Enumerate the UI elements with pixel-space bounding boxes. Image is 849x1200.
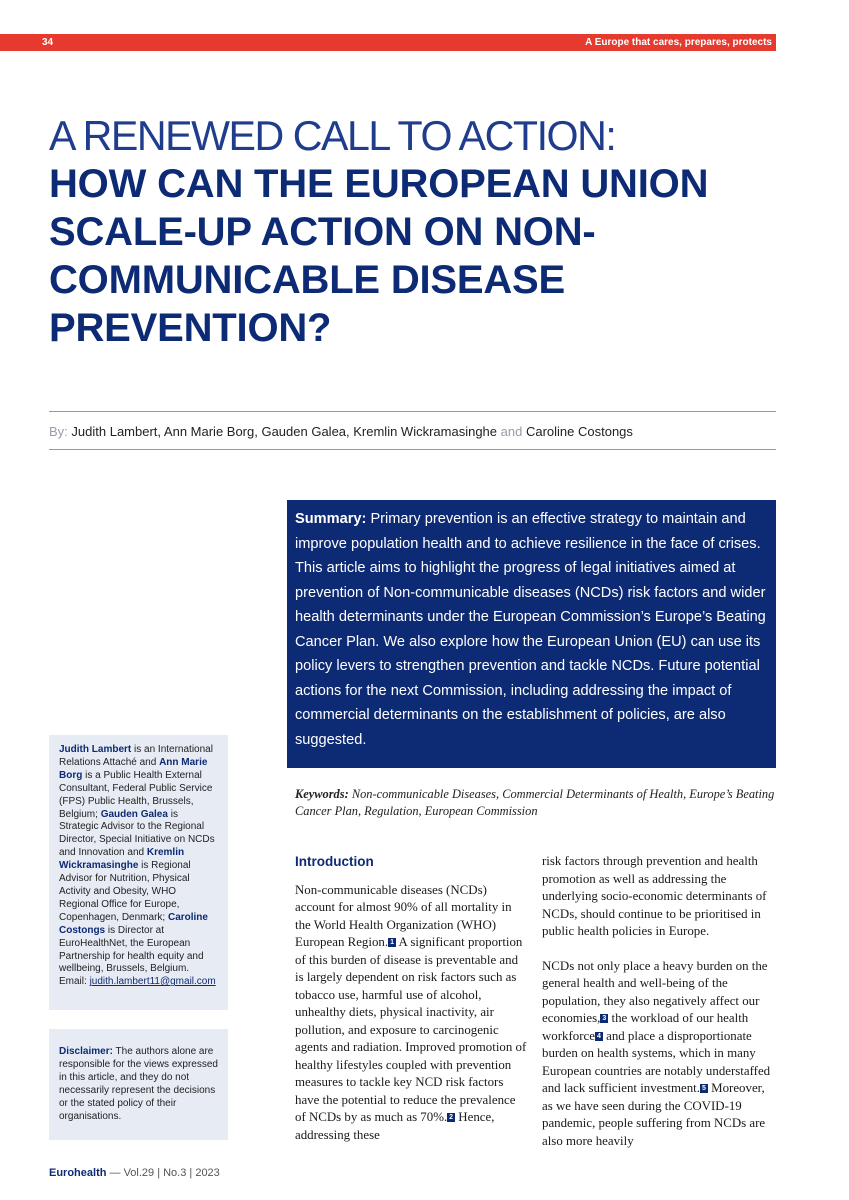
summary-box bbox=[287, 500, 776, 768]
paragraph bbox=[542, 958, 778, 1151]
bio-text: is Regional Advisor for Nutrition, Physical Activity and Obesity, WHO Regional Office for Europe, Copenhagen, Denmark; bbox=[59, 860, 191, 923]
text-run: NCDs not only place a heavy burden on the general health and well-being of the population, they also negatively affect our economies, bbox=[542, 958, 768, 1025]
section-heading: Introduction bbox=[295, 854, 374, 869]
rule-bottom bbox=[49, 449, 776, 450]
body-column-right bbox=[542, 853, 778, 1167]
section-title: A Europe that cares, prepares, protects bbox=[585, 37, 772, 48]
bio-name: Judith Lambert bbox=[59, 744, 132, 755]
text-run: Moreover, as we have seen during the COVID-19 pandemic, people suffering from NCDs are also more heavily bbox=[542, 1081, 766, 1148]
authors-first: Judith Lambert, Ann Marie Borg, Gauden Galea, Kremlin Wickramasinghe bbox=[71, 424, 498, 439]
disclaimer-label: Disclaimer: bbox=[59, 1046, 113, 1057]
authors-last: Caroline Costongs bbox=[525, 424, 633, 439]
reference-marker[interactable]: 5 bbox=[702, 1085, 706, 1092]
page-number: 34 bbox=[42, 37, 54, 48]
reference-marker[interactable]: 2 bbox=[449, 1114, 454, 1121]
bio-name: Caroline Costongs bbox=[59, 911, 208, 936]
text-run: the workload of our health workforce bbox=[542, 1011, 749, 1043]
bio-text: is Strategic Advisor to the Regional Director, Special Initiative on NCDs and Innovation and bbox=[59, 808, 215, 859]
email-link[interactable]: judith.lambert11@gmail.com bbox=[89, 976, 216, 988]
text-run: Hence, addressing these bbox=[295, 1110, 495, 1142]
header-bar bbox=[0, 34, 776, 51]
body-column-left bbox=[295, 853, 529, 1161]
reference-marker[interactable]: 1 bbox=[390, 939, 394, 946]
disclaimer-box bbox=[49, 1029, 228, 1140]
authors-line bbox=[49, 424, 633, 439]
summary-label: Summary: bbox=[295, 511, 367, 527]
text-run: and place a disproportionate burden on health systems, which in many European countries are notably understaffed and lack sufficient investment. bbox=[542, 1028, 771, 1095]
paragraph bbox=[295, 882, 529, 1145]
keywords-label: Keywords: bbox=[295, 787, 349, 801]
title-bold: HOW CAN THE EUROPEAN UNION SCALE-UP ACTION ON NON-COMMUNICABLE DISEASE PREVENTION? bbox=[49, 162, 709, 350]
title-light: A RENEWED CALL TO ACTION: bbox=[49, 112, 616, 159]
footer bbox=[49, 1167, 220, 1179]
author-bio-box bbox=[49, 735, 228, 1010]
summary-text: Primary prevention is an effective strategy to maintain and improve population health and to achieve resilience in the face of crises. This article aims to highlight the progress of legal initiatives aimed at prevention of Non-communicable diseases (NCDs) risk factors and wider health determinants under the European Commission’s Europe’s Beating Cancer Plan. We also explore how the European Union (EU) can use its policy levers to strengthen prevention and tackle NCDs. Future potential actions for the next Commission, including addressing the impact of commercial determinants on the establishment of policies, are also suggested. bbox=[295, 511, 766, 748]
bio-name: Gauden Galea bbox=[100, 808, 168, 820]
reference-marker[interactable]: 3 bbox=[602, 1015, 607, 1022]
rule-top bbox=[49, 411, 776, 412]
keywords bbox=[295, 786, 777, 820]
by-label: By: bbox=[49, 424, 68, 439]
bio-name: Kremlin Wickramasinghe bbox=[59, 847, 185, 872]
text-run: Non-communicable diseases (NCDs) account for almost 90% of all mortality in the World Health Organization (WHO) European Region. bbox=[295, 882, 512, 949]
bio-text: is a Public Health External Consultant, Federal Public Service (FPS) Public Health, Brussels, Belgium; bbox=[59, 769, 213, 820]
and-label: and bbox=[500, 424, 523, 439]
keywords-text: Non-communicable Diseases, Commercial Determinants of Health, Europe’s Beating Cancer Plan, Regulation, European Commission bbox=[295, 787, 775, 818]
bio-text: is Director at EuroHealthNet, the European Partnership for health equity and wellbeing, Brussels, Belgium. Email: bbox=[59, 924, 204, 988]
footer-issue: — Vol.29 | No.3 | 2023 bbox=[106, 1167, 220, 1179]
reference-marker[interactable]: 4 bbox=[596, 1032, 601, 1040]
disclaimer-text: The authors alone are responsible for the views expressed in this article, and they do not necessarily represent the decisions or the stated policy of their organisations. bbox=[59, 1046, 218, 1122]
paragraph: risk factors through prevention and health promotion as well as addressing the underlying socio-economic determinants of NCDs, should continue to be prioritised in public health policies in Europe. bbox=[542, 854, 767, 938]
bio-name: Ann Marie Borg bbox=[59, 756, 208, 781]
bio-text: is an International Relations Attaché and bbox=[59, 744, 213, 768]
footer-brand: Eurohealth bbox=[49, 1167, 107, 1179]
text-run: A significant proportion of this burden of disease is preventable and is largely dependent on risk factors such as tobacco use, harmful use of alcohol, unhealthy diets, physical inactivity, air pollution, and exposure to carcinogenic agents and radiation. Improved promotion of healthy lifestyles coupled with prevention measures to tackle key NCD risk factors have the potential to reduce the prevalence of NCDs by as much as 70%. bbox=[295, 935, 527, 1124]
